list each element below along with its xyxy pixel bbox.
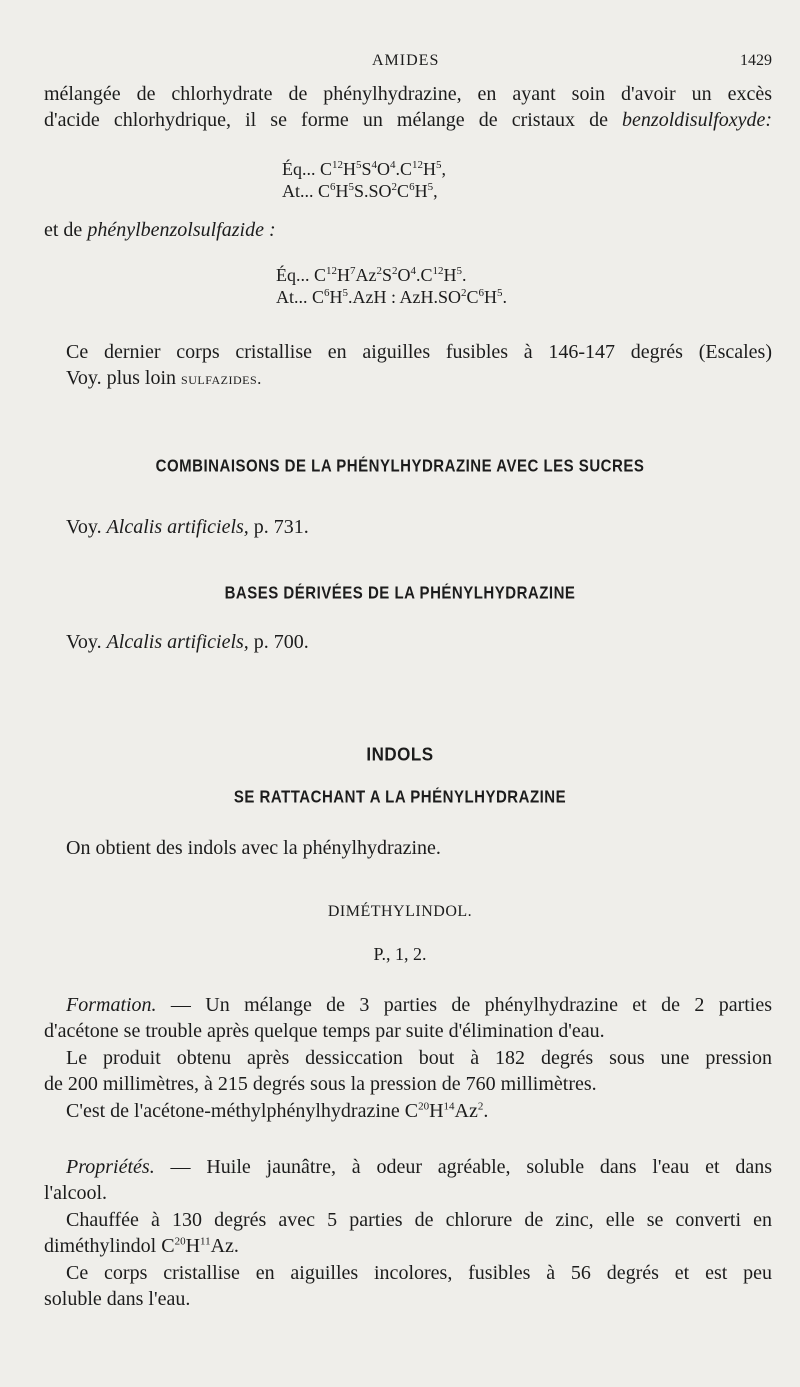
paragraph-line: et de phénylbenzolsulfazide : [44, 219, 276, 241]
formula-equivalent: Éq... $C^{12}H^5S^4O^4.C^{12}H^5$, [282, 159, 447, 179]
paragraph-line: Ce corps cristallise en aiguilles incolores, fusibles à 56 degrés et est peu [66, 1262, 772, 1284]
paragraph-line: Chauffée à 130 degrés avec 5 parties de chlorure de zinc, elle se converti en [66, 1209, 772, 1231]
paragraph-line: Ce dernier corps cristallise en aiguilles fusibles à 146-147 degrés (Escales) [66, 341, 772, 363]
paragraph-line: On obtient des indols avec la phénylhydrazine. [66, 837, 441, 859]
formula-atomic: At... $C^6H^5S.SO^2C^6H^5$, [282, 181, 438, 201]
compound-name: DIMÉTHYLINDOL. [327, 903, 473, 920]
cross-reference: sulfazides. [181, 369, 262, 388]
section-title: INDOLS [366, 744, 434, 765]
section-subtitle: SE RATTACHANT A LA PHÉNYLHYDRAZINE [233, 787, 567, 808]
paragraph-line: d'acétone se trouble après quelque temps par suite d'élimination d'eau. [44, 1020, 605, 1042]
cross-reference-line: Voy. Alcalis artificiels, p. 700. [66, 631, 309, 653]
section-title: BASES DÉRIVÉES DE LA PHÉNYLHYDRAZINE [224, 583, 576, 604]
paragraph-line: diméthylindol $C^{20}H^{11}Az$. [44, 1235, 239, 1257]
paragraph-line: Formation. — Un mélange de 3 parties de phénylhydrazine et de 2 parties [66, 994, 772, 1016]
paragraph-line: l'alcool. [44, 1182, 108, 1204]
paragraph-line: soluble dans l'eau. [44, 1288, 191, 1310]
page-number: 1429 [740, 52, 772, 69]
paragraph-line: mélangée de chlorhydrate de phénylhydrazine, en ayant soin d'avoir un excès [44, 83, 772, 105]
paragraph-line: C'est de l'acétone-méthylphénylhydrazine $C^{20}H^{14}Az^2$. [66, 1100, 489, 1122]
formula-equivalent: Éq... $C^{12}H^7Az^2S^2O^4.C^{12}H^5$. [276, 265, 467, 285]
running-head: AMIDES [372, 52, 440, 69]
compound-positions: P., 1, 2. [373, 944, 427, 964]
paragraph-line: Le produit obtenu après dessiccation bout à 182 degrés sous une pression [66, 1047, 772, 1069]
paragraph-line: de 200 millimètres, à 215 degrés sous la pression de 760 millimètres. [44, 1073, 597, 1095]
section-title: COMBINAISONS DE LA PHÉNYLHYDRAZINE AVEC LES SUCRES [155, 456, 645, 477]
paragraph-line: d'acide chlorhydrique, il se forme un mélange de cristaux de benzoldisulfoxyde: [44, 109, 772, 131]
paragraph-line: Propriétés. — Huile jaunâtre, à odeur agréable, soluble dans l'eau et dans [66, 1156, 772, 1178]
formula-atomic: At... $C^6H^5.AzH$ : $AzH.SO^2C^6H^5$. [276, 287, 508, 307]
cross-reference-line: Voy. Alcalis artificiels, p. 731. [66, 516, 309, 538]
paragraph-line: Voy. plus loin sulfazides. [66, 367, 262, 389]
